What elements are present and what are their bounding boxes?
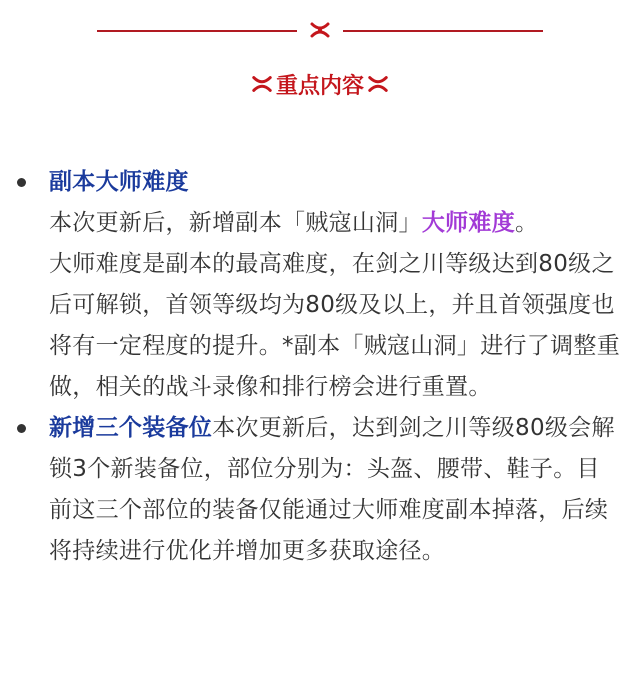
list-item-new-equipment-slots xyxy=(0,408,640,572)
item-title: 副本大师难度 xyxy=(49,169,189,195)
section-divider xyxy=(0,18,640,44)
item-paragraph xyxy=(49,408,622,572)
bullet-icon xyxy=(17,178,26,187)
divider-line-left xyxy=(97,30,297,32)
knot-ornament-icon xyxy=(308,18,332,42)
item-intro-end: 。 xyxy=(515,210,539,236)
bullet-icon xyxy=(17,424,26,433)
divider-line-right xyxy=(343,30,543,32)
highlight-text: 大师难度 xyxy=(421,210,516,236)
item-intro-line xyxy=(49,203,622,244)
ornament-right-icon xyxy=(367,73,389,95)
item-intro-text: 本次更新后，新增副本「贼寇山洞」 xyxy=(49,210,422,236)
list-item-master-difficulty xyxy=(0,162,640,408)
ornament-left-icon xyxy=(251,73,273,95)
item-title-line xyxy=(49,162,622,203)
item-body: 本次更新后，达到剑之川等级80级会解锁3个新装备位，部位分别为：头盔、腰带、鞋子。目前这三个部位的装备仅能通过大师难度副本掉落，后续将持续进行优化并增加更多获取途径。 xyxy=(49,415,615,564)
update-list xyxy=(0,162,640,572)
item-title: 新增三个装备位 xyxy=(49,415,213,441)
section-title: 重点内容 xyxy=(275,73,364,99)
item-body: 大师难度是副本的最高难度，在剑之川等级达到80级之后可解锁，首领等级均为80级及以上，并且首领强度也将有一定程度的提升。*副本「贼寇山洞」进行了调整重做，相关的战斗录像和排行榜会进行重置。 xyxy=(49,251,620,400)
section-heading xyxy=(0,64,640,104)
